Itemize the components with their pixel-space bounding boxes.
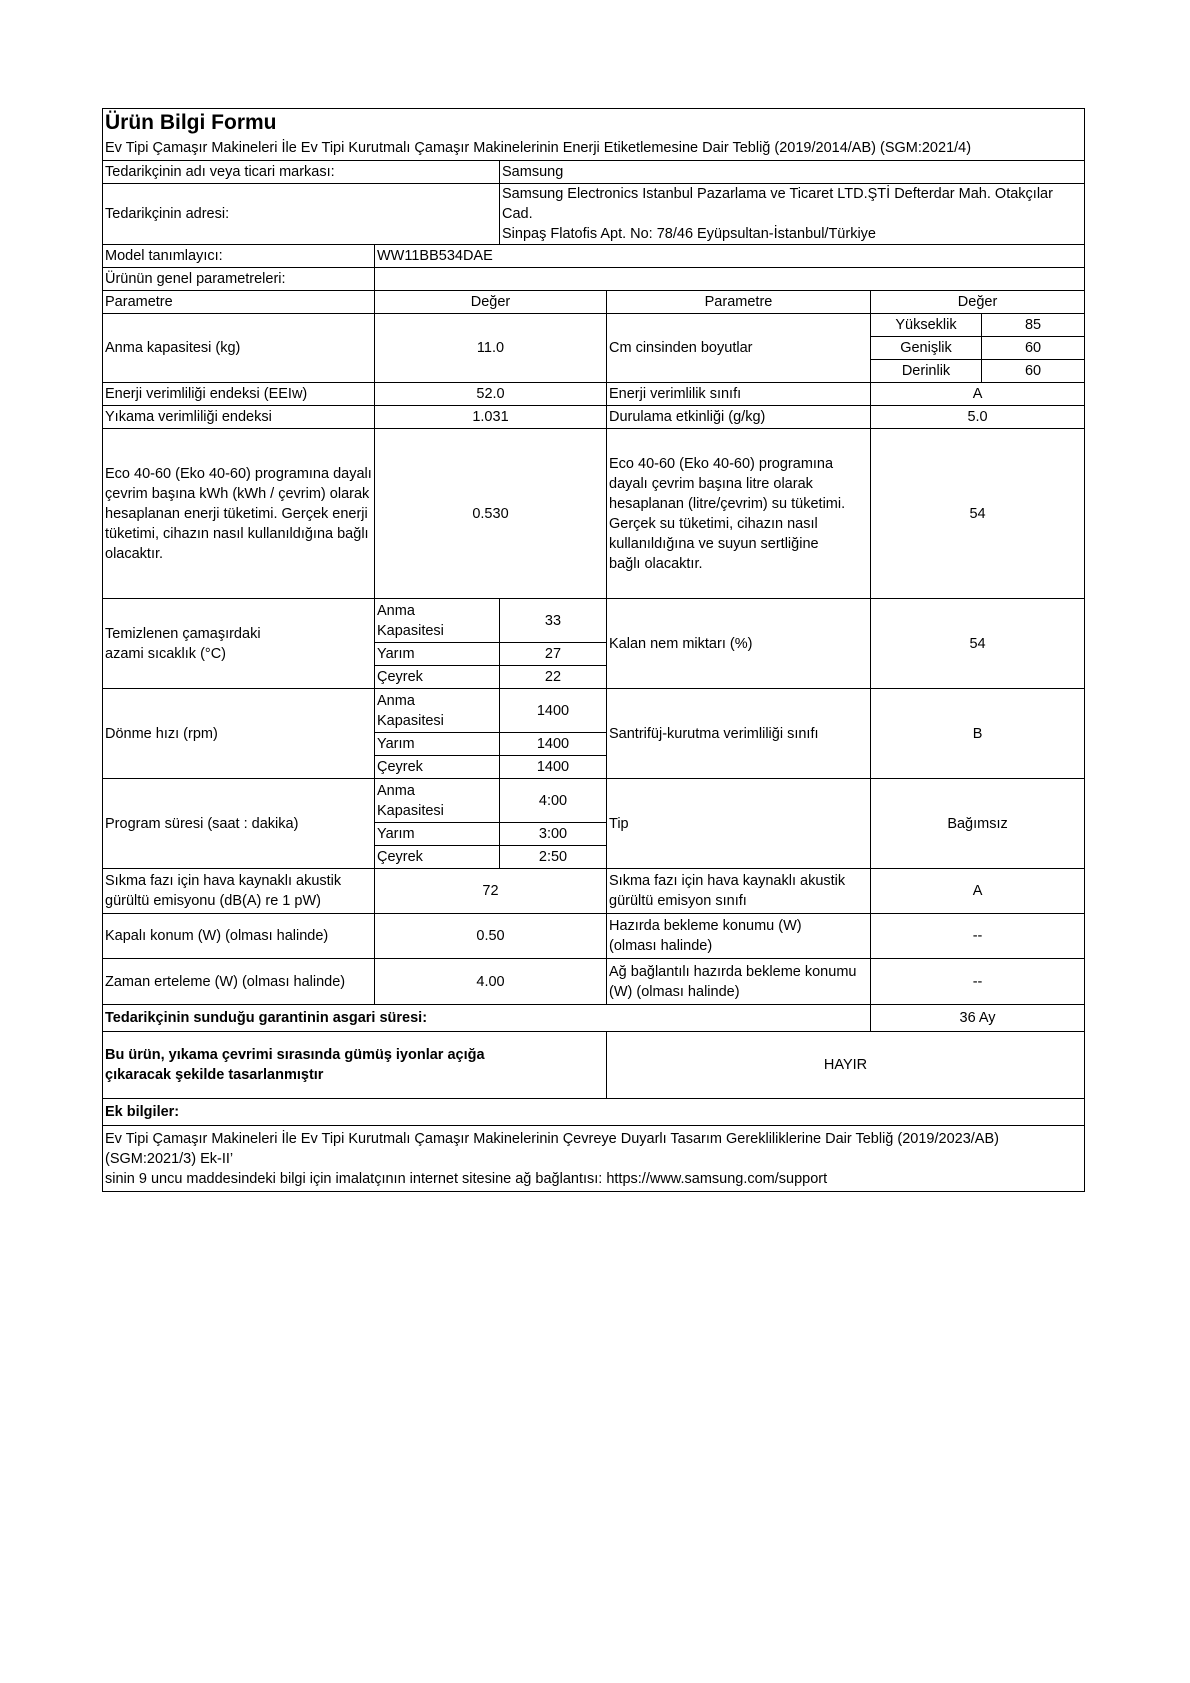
load-rated-line-1: Anma <box>377 692 415 709</box>
program-duration-rated-value: 4:00 <box>500 779 607 823</box>
spin-speed-label: Dönme hızı (rpm) <box>103 689 375 779</box>
delay-start-label: Zaman erteleme (W) (olması halinde) <box>103 959 375 1005</box>
temperature-half-value: 27 <box>500 643 607 666</box>
supplier-name-label: Tedarikçinin adı veya ticari markası: <box>103 161 500 184</box>
guarantee-label: Tedarikçinin sunduğu garantinin asgari süresi: <box>103 1005 871 1032</box>
water-cycle-label <box>607 429 871 599</box>
washing-index-value: 1.031 <box>375 406 607 429</box>
program-duration-half-value: 3:00 <box>500 823 607 846</box>
depth-value: 60 <box>982 360 1085 383</box>
energy-cycle-label <box>103 429 375 599</box>
silver-ions-line-1: Bu ürün, yıkama çevrimi sırasında gümüş iyonlar açığa <box>105 1047 485 1063</box>
header-param-left: Parametre <box>103 291 375 314</box>
spin-class-value: B <box>871 689 1085 779</box>
water-cycle-line: kullanıldığına ve suyun sertliğine <box>609 535 819 552</box>
silver-ions-value: HAYIR <box>607 1032 1085 1099</box>
height-value: 85 <box>982 314 1085 337</box>
type-label: Tip <box>607 779 871 869</box>
header-value-right: Değer <box>871 291 1085 314</box>
water-cycle-line: bağlı olacaktır. <box>609 555 703 572</box>
energy-class-value: A <box>871 383 1085 406</box>
noise-value: 72 <box>375 869 607 914</box>
moisture-value: 54 <box>871 599 1085 689</box>
energy-cycle-line: çevrim başına kWh (kWh / çevrim) olarak <box>105 485 370 502</box>
supplier-name-value: Samsung <box>500 161 1085 184</box>
load-quarter-label: Çeyrek <box>375 756 500 779</box>
spin-class-label: Santrifüj-kurutma verimliliği sınıfı <box>607 689 871 779</box>
silver-ions-line-2: çıkaracak şekilde tasarlanmıştır <box>105 1067 324 1083</box>
temperature-rated-value: 33 <box>500 599 607 643</box>
noise-label <box>103 869 375 914</box>
additional-info-line-1: Ev Tipi Çamaşır Makineleri İle Ev Tipi Kurutmalı Çamaşır Makinelerinin Çevreye Duyarlı Tasarım Gerekliliklerine Dair Tebliğ (2019/2023/AB) (SGM:2021/3) Ek-II’ <box>105 1130 999 1167</box>
silver-ions-label <box>103 1032 607 1099</box>
standby-value: -- <box>871 914 1085 959</box>
program-duration-quarter-value: 2:50 <box>500 846 607 869</box>
temperature-label-line-1: Temizlenen çamaşırdaki <box>105 625 261 642</box>
off-mode-value: 0.50 <box>375 914 607 959</box>
load-quarter-label: Çeyrek <box>375 846 500 869</box>
depth-label: Derinlik <box>871 360 982 383</box>
noise-class-line-1: Sıkma fazı için hava kaynaklı akustik <box>609 873 846 889</box>
guarantee-value: 36 Ay <box>871 1005 1085 1032</box>
water-cycle-line: hesaplanan (litre/çevrim) su tüketimi. <box>609 495 846 512</box>
eei-label: Enerji verimliliği endeksi (EEIw) <box>103 383 375 406</box>
network-standby-line-1: Ağ bağlantılı hazırda bekleme konumu <box>609 963 857 980</box>
noise-class-line-2: gürültü emisyon sınıfı <box>609 893 747 909</box>
address-line-2: Sinpaş Flatofis Apt. No: 78/46 Eyüpsultan-İstanbul/Türkiye <box>502 226 876 242</box>
additional-info-line-2: sinin 9 uncu maddesindeki bilgi için imalatçının internet sitesine ağ bağlantısı: https://www.samsung.com/support <box>105 1170 828 1187</box>
model-label: Model tanımlayıcı: <box>103 245 375 268</box>
water-cycle-line: Eco 40-60 (Eko 40-60) programına <box>609 455 834 472</box>
eei-value: 52.0 <box>375 383 607 406</box>
temperature-label-line-2: azami sıcaklık (°C) <box>105 645 227 662</box>
energy-cycle-line: Eco 40-60 (Eko 40-60) programına dayalı <box>105 465 372 482</box>
network-standby-value: -- <box>871 959 1085 1005</box>
load-rated-line-1: Anma <box>377 602 415 619</box>
height-label: Yükseklik <box>871 314 982 337</box>
supplier-address-label: Tedarikçinin adresi: <box>103 184 500 245</box>
header-param-right: Parametre <box>607 291 871 314</box>
width-value: 60 <box>982 337 1085 360</box>
general-params-label: Ürünün genel parametreleri: <box>103 268 375 291</box>
temperature-quarter-value: 22 <box>500 666 607 689</box>
energy-cycle-line: olacaktır. <box>105 545 164 562</box>
rated-capacity-label: Anma kapasitesi (kg) <box>103 314 375 383</box>
load-rated-label <box>375 599 500 643</box>
network-standby-label <box>607 959 871 1005</box>
water-cycle-line: dayalı çevrim başına litre olarak <box>609 475 813 492</box>
network-standby-line-2: (W) (olması halinde) <box>609 983 740 1000</box>
off-mode-label: Kapalı konum (W) (olması halinde) <box>103 914 375 959</box>
load-rated-line-2: Kapasitesi <box>377 712 444 729</box>
load-half-label: Yarım <box>375 823 500 846</box>
noise-class-value: A <box>871 869 1085 914</box>
load-rated-line-2: Kapasitesi <box>377 802 444 819</box>
load-half-label: Yarım <box>375 733 500 756</box>
program-duration-label: Program süresi (saat : dakika) <box>103 779 375 869</box>
header-value-left: Değer <box>375 291 607 314</box>
energy-cycle-value: 0.530 <box>375 429 607 599</box>
energy-cycle-line: hesaplanan enerji tüketimi. Gerçek enerji <box>105 505 368 522</box>
address-line-1: Samsung Electronics Istanbul Pazarlama ve Ticaret LTD.ŞTİ Defterdar Mah. Otakçılar Cad. <box>502 186 1053 222</box>
water-cycle-line: Gerçek su tüketimi, cihazın nasıl <box>609 515 818 532</box>
spin-speed-quarter-value: 1400 <box>500 756 607 779</box>
load-rated-line-1: Anma <box>377 782 415 799</box>
spin-speed-rated-value: 1400 <box>500 689 607 733</box>
regulation-subtitle: Ev Tipi Çamaşır Makineleri İle Ev Tipi Kurutmalı Çamaşır Makinelerinin Enerji Etiketlemesine Dair Tebliğ (2019/2014/AB) (SGM:2021/4) <box>103 137 1085 161</box>
washing-index-label: Yıkama verimliliği endeksi <box>103 406 375 429</box>
dimensions-label: Cm cinsinden boyutlar <box>607 314 871 383</box>
rinsing-value: 5.0 <box>871 406 1085 429</box>
rated-capacity-value: 11.0 <box>375 314 607 383</box>
standby-label-line-1: Hazırda bekleme konumu (W) <box>609 918 802 934</box>
width-label: Genişlik <box>871 337 982 360</box>
load-rated-label <box>375 689 500 733</box>
moisture-label: Kalan nem miktarı (%) <box>607 599 871 689</box>
product-info-form <box>102 108 1085 1192</box>
rinsing-label: Durulama etkinliği (g/kg) <box>607 406 871 429</box>
additional-info-label: Ek bilgiler: <box>103 1099 1085 1126</box>
energy-cycle-line: tüketimi, cihazın nasıl kullanıldığına bağlı <box>105 525 369 542</box>
additional-info-text <box>103 1126 1085 1192</box>
type-value: Bağımsız <box>871 779 1085 869</box>
water-cycle-value: 54 <box>871 429 1085 599</box>
general-params-empty <box>375 268 1085 291</box>
model-value: WW11BB534DAE <box>375 245 1085 268</box>
load-rated-label <box>375 779 500 823</box>
standby-label <box>607 914 871 959</box>
load-rated-line-2: Kapasitesi <box>377 622 444 639</box>
form-title: Ürün Bilgi Formu <box>103 109 1085 137</box>
temperature-label <box>103 599 375 689</box>
noise-label-line-2: gürültü emisyonu (dB(A) re 1 pW) <box>105 893 321 909</box>
load-quarter-label: Çeyrek <box>375 666 500 689</box>
load-half-label: Yarım <box>375 643 500 666</box>
noise-class-label <box>607 869 871 914</box>
delay-start-value: 4.00 <box>375 959 607 1005</box>
noise-label-line-1: Sıkma fazı için hava kaynaklı akustik <box>105 873 342 889</box>
standby-label-line-2: (olması halinde) <box>609 938 713 954</box>
spin-speed-half-value: 1400 <box>500 733 607 756</box>
supplier-address-value <box>500 184 1085 245</box>
energy-class-label: Enerji verimlilik sınıfı <box>607 383 871 406</box>
